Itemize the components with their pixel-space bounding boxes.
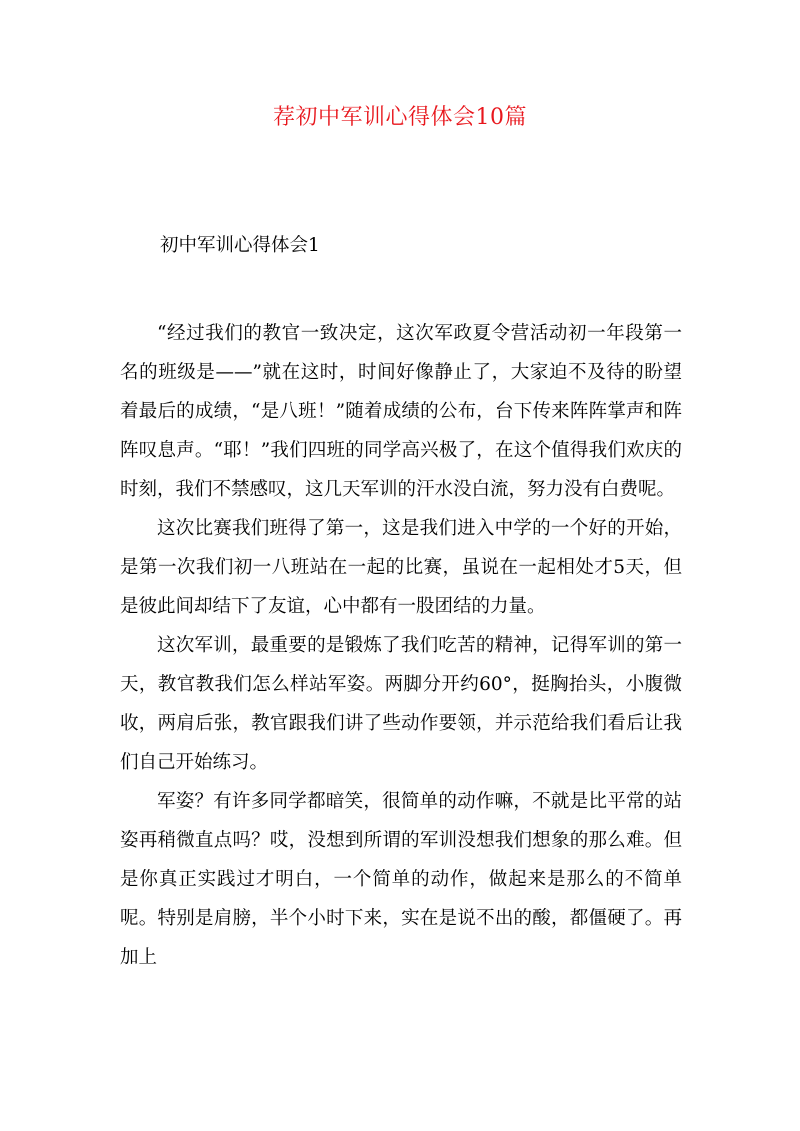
section-heading: 初中军训心得体会1: [160, 235, 320, 256]
paragraph-3: 这次军训，最重要的是锻炼了我们吃苦的精神，记得军训的第一天，教官教我们怎么样站军姿。两脚分开约60°，挺胸抬头，小腹微收，两肩后张，教官跟我们讲了些动作要领，并示范给我们看后让我们自己开始练习。: [120, 635, 682, 773]
paragraph-2: 这次比赛我们班得了第一，这是我们进入中学的一个好的开始，是第一次我们初一八班站在一起的比赛，虽说在一起相处才5天，但是彼此间却结下了友谊，心中都有一股团结的力量。: [120, 518, 682, 617]
body-text: [120, 314, 682, 977]
paragraph-1: “经过我们的教官一致决定，这次军政夏令营活动初一年段第一名的班级是——”就在这时，时间好像静止了，大家迫不及待的盼望着最后的成绩，“是八班！”随着成绩的公布，台下传来阵阵掌声和阵阵叹息声。“耶！”我们四班的同学高兴极了，在这个值得我们欢庆的时刻，我们不禁感叹，这几天军训的汗水没白流，努力没有白费呢。: [120, 323, 682, 500]
paragraph-4: 军姿？有许多同学都暗笑，很简单的动作嘛，不就是比平常的站姿再稍微直点吗？哎，没想到所谓的军训没想我们想象的那么难。但是你真正实践过才明白，一个简单的动作，做起来是那么的不简单呢。特别是肩膀，半个小时下来，实在是说不出的酸，都僵硬了。再加上: [120, 791, 682, 968]
document-title: 荐初中军训心得体会10篇: [273, 105, 527, 130]
